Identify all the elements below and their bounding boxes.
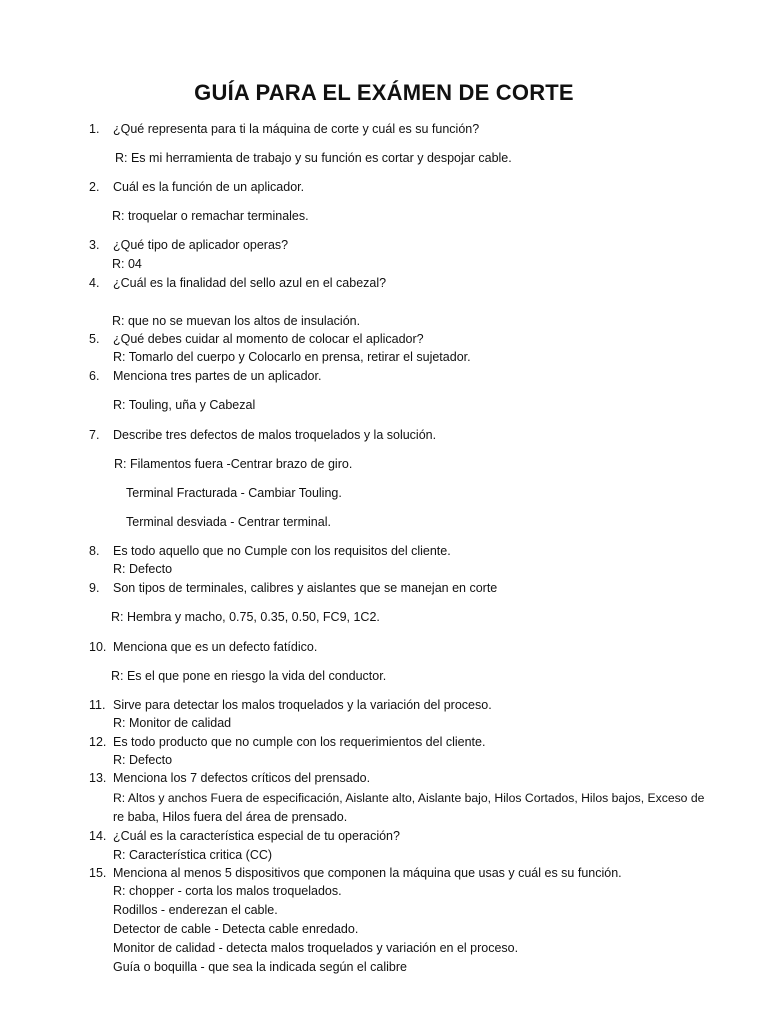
question-text: ¿Cuál es la característica especial de tu operación?: [113, 829, 400, 843]
answer-text: Rodillos - enderezan el cable.: [113, 903, 278, 917]
question-text: Cuál es la función de un aplicador.: [113, 180, 305, 194]
question-number: 15.: [89, 866, 107, 880]
answer-text: R: Monitor de calidad: [113, 716, 232, 730]
answer-text: R: Defecto: [113, 753, 173, 767]
answer-text: R: Touling, uña y Cabezal: [113, 398, 256, 412]
question-text: Sirve para detectar los malos troquelados y la variación del proceso.: [113, 698, 492, 712]
answer-text: R: troquelar o remachar terminales.: [112, 209, 309, 223]
question-text: Describe tres defectos de malos troquelados y la solución.: [113, 428, 437, 442]
question-text: Menciona que es un defecto fatídico.: [113, 640, 318, 654]
question-text: Es todo aquello que no Cumple con los requisitos del cliente.: [113, 544, 451, 558]
answer-text: R: Característica critica (CC): [113, 848, 273, 862]
question-number: 3.: [89, 238, 100, 252]
answer-text: R: 04: [112, 257, 142, 271]
question-number: 14.: [89, 829, 107, 843]
answer-text: R: Defecto: [113, 562, 173, 576]
question-text: Menciona los 7 defectos críticos del prensado.: [113, 771, 371, 785]
question-text: ¿Cuál es la finalidad del sello azul en el cabezal?: [113, 276, 387, 290]
question-number: 12.: [89, 735, 107, 749]
answer-text: R: Es mi herramienta de trabajo y su función es cortar y despojar cable.: [115, 151, 512, 165]
question-text: Son tipos de terminales, calibres y aislantes que se manejan en corte: [113, 581, 498, 595]
answer-text: R: Es el que pone en riesgo la vida del conductor.: [111, 669, 387, 683]
question-number: 5.: [89, 332, 100, 346]
question-number: 7.: [89, 428, 100, 442]
question-number: 2.: [89, 180, 100, 194]
answer-text: R: Tomarlo del cuerpo y Colocarlo en prensa, retirar el sujetador.: [113, 350, 471, 364]
question-text: Menciona al menos 5 dispositivos que componen la máquina que usas y cuál es su función.: [113, 866, 622, 880]
question-number: 11.: [89, 698, 106, 712]
answer-text: Terminal desviada - Centrar terminal.: [126, 515, 331, 529]
answer-text: Detector de cable - Detecta cable enredado.: [113, 922, 359, 936]
question-number: 13.: [89, 771, 107, 785]
page-title: GUÍA PARA EL EXÁMEN DE CORTE: [194, 80, 574, 105]
answer-text: Monitor de calidad - detecta malos troquelados y variación en el proceso.: [113, 941, 519, 955]
answer-text: R: chopper - corta los malos troquelados.: [113, 884, 342, 898]
answer-text: R: Hembra y macho, 0.75, 0.35, 0.50, FC9, 1C2.: [111, 610, 380, 624]
question-number: 4.: [89, 276, 100, 290]
answer-text: Guía o boquilla - que sea la indicada según el calibre: [113, 960, 407, 974]
question-number: 10.: [89, 640, 107, 654]
answer-text: R: Filamentos fuera -Centrar brazo de giro.: [114, 457, 353, 471]
answer-text: Terminal Fracturada - Cambiar Touling.: [126, 486, 342, 500]
question-number: 9.: [89, 581, 100, 595]
answer-text: re baba, Hilos fuera del área de prensado.: [113, 810, 348, 824]
question-text: Menciona tres partes de un aplicador.: [113, 369, 322, 383]
question-text: ¿Qué representa para ti la máquina de corte y cuál es su función?: [113, 122, 480, 136]
question-number: 1.: [89, 122, 100, 136]
answer-text: R: que no se muevan los altos de insulación.: [112, 314, 361, 328]
question-text: Es todo producto que no cumple con los requerimientos del cliente.: [113, 735, 486, 749]
answer-text: R: Altos y anchos Fuera de especificación, Aislante alto, Aislante bajo, Hilos Cortados, Hilos bajos, Exceso de: [113, 791, 705, 805]
question-text: ¿Qué debes cuidar al momento de colocar el aplicador?: [113, 332, 424, 346]
question-number: 6.: [89, 369, 100, 383]
question-number: 8.: [89, 544, 100, 558]
question-text: ¿Qué tipo de aplicador operas?: [113, 238, 289, 252]
